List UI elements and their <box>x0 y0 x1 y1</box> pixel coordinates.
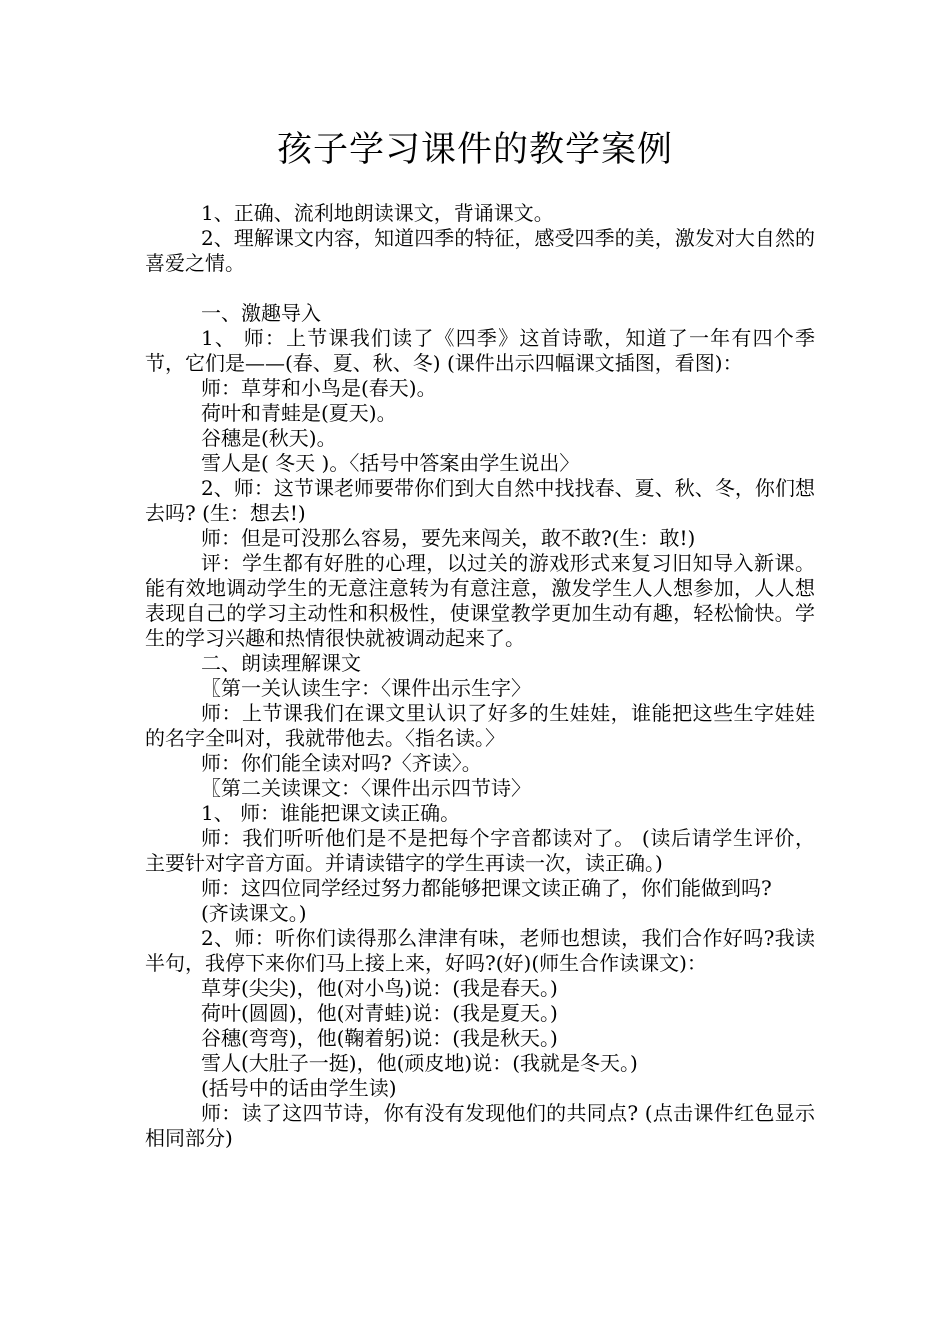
paragraph: 谷穗是(秋天)。 <box>201 426 337 450</box>
paragraph: 师：但是可没那么容易，要先来闯关，敢不敢?(生：敢!) <box>201 526 696 550</box>
paragraph: 评：学生都有好胜的心理，以过关的游戏形式来复习旧知导入新课。能有效地调动学生的无意注意转为有意注意，激发学生人人想参加，人人想表现自己的学习主动性和积极性，使课堂教学更加生动有趣，轻松愉快。学生的学习兴趣和热情很快就被调动起来了。 <box>145 551 815 650</box>
paragraph: 〖第二关读课文：〈课件出示四节诗〉 <box>201 776 531 800</box>
paragraph: 师：上节课我们在课文里认识了好多的生娃娃，谁能把这些生字娃娃的名字全叫对，我就带他去。〈指名读。〉 <box>145 701 815 750</box>
paragraph: 1、正确、流利地朗读课文，背诵课文。 <box>201 201 554 225</box>
paragraph: 谷穗(弯弯)，他(鞠着躬)说：(我是秋天。) <box>201 1026 558 1050</box>
document-body <box>145 201 815 1151</box>
document-title: 孩子学习课件的教学案例 <box>276 130 673 170</box>
paragraph: (括号中的话由学生读) <box>201 1076 397 1100</box>
section-heading: 二、朗读理解课文 <box>201 651 361 675</box>
paragraph: 荷叶(圆圆)，他(对青蛙)说：(我是夏天。) <box>201 1001 558 1025</box>
section-heading: 一、激趣导入 <box>201 301 321 325</box>
paragraph: 雪人是( 冬天 )。〈括号中答案由学生说出〉 <box>201 451 580 475</box>
paragraph: 师：你们能全读对吗?〈齐读〉。 <box>201 751 482 775</box>
paragraph: 草芽(尖尖)，他(对小鸟)说：(我是春天。) <box>201 976 558 1000</box>
paragraph: 1、 师：上节课我们读了《四季》这首诗歌，知道了一年有四个季节，它们是——(春、夏、秋、冬) (课件出示四幅课文插图，看图)： <box>145 326 815 375</box>
paragraph: 师：这四位同学经过努力都能够把课文读正确了，你们能做到吗? <box>201 876 772 900</box>
paragraph: 2、师：这节课老师要带你们到大自然中找找春、夏、秋、冬，你们想去吗? (生：想去!) <box>145 476 815 525</box>
paragraph: 〖第一关认读生字：〈课件出示生字〉 <box>201 676 531 700</box>
paragraph: 1、 师：谁能把课文读正确。 <box>201 801 461 825</box>
paragraph: 2、理解课文内容，知道四季的特征，感受四季的美，激发对大自然的喜爱之情。 <box>145 226 815 275</box>
blank-line <box>145 276 815 301</box>
paragraph: 雪人(大肚子一挺)，他(顽皮地)说：(我就是冬天。) <box>201 1051 638 1075</box>
paragraph: 师：读了这四节诗，你有没有发现他们的共同点? (点击课件红色显示相同部分) <box>145 1101 815 1150</box>
paragraph: 2、师：听你们读得那么津津有味，老师也想读，我们合作好吗?我读半句，我停下来你们马上接上来，好吗?(好)(师生合作读课文)： <box>145 926 815 975</box>
paragraph: 师：我们听听他们是不是把每个字音都读对了。 (读后请学生评价，主要针对字音方面。并请读错字的学生再读一次，读正确。) <box>145 826 815 875</box>
paragraph: (齐读课文。) <box>201 901 307 925</box>
paragraph: 荷叶和青蛙是(夏天)。 <box>201 401 397 425</box>
paragraph: 师：草芽和小鸟是(春天)。 <box>201 376 437 400</box>
